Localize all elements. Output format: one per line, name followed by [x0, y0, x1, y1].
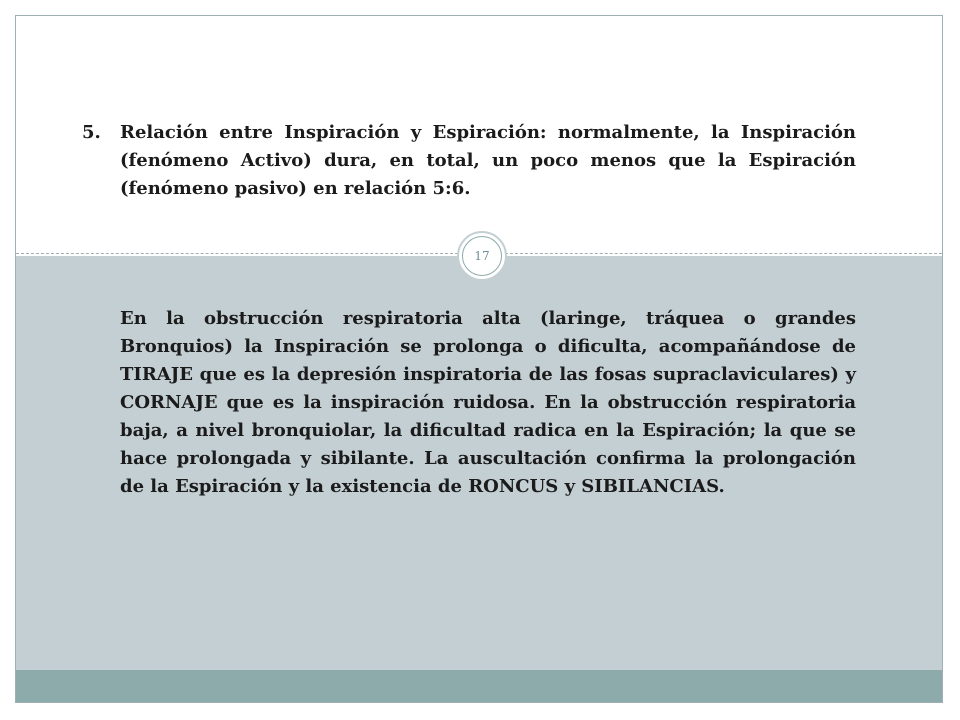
slide	[15, 15, 943, 703]
numbered-item	[82, 119, 856, 203]
item-text: Relación entre Inspiración y Espiración: normalmente, la Inspiración (fenómeno Activo) dura, en total, un poco menos que la Espiración (fenómeno pasivo) en relación 5:6.	[120, 122, 856, 199]
page-number: 17	[462, 236, 502, 276]
body-paragraph: En la obstrucción respiratoria alta (laringe, tráquea o grandes Bronquios) la Inspiración se prolonga o dificulta, acompañándose de TIRAJE que es la depresión inspiratoria de las fosas supraclaviculares) y CORNAJE que es la inspiración ruidosa. En la obstrucción respiratoria baja, a nivel bronquiolar, la dificultad radica en la Espiración; la que se hace prolongada y sibilante. La auscultación confirma la prolongación de la Espiración y la existencia de RONCUS y SIBILANCIAS.	[120, 308, 856, 497]
slide-footer-bar	[16, 670, 942, 703]
page-number-badge	[457, 231, 507, 281]
item-number: 5.	[82, 122, 101, 143]
